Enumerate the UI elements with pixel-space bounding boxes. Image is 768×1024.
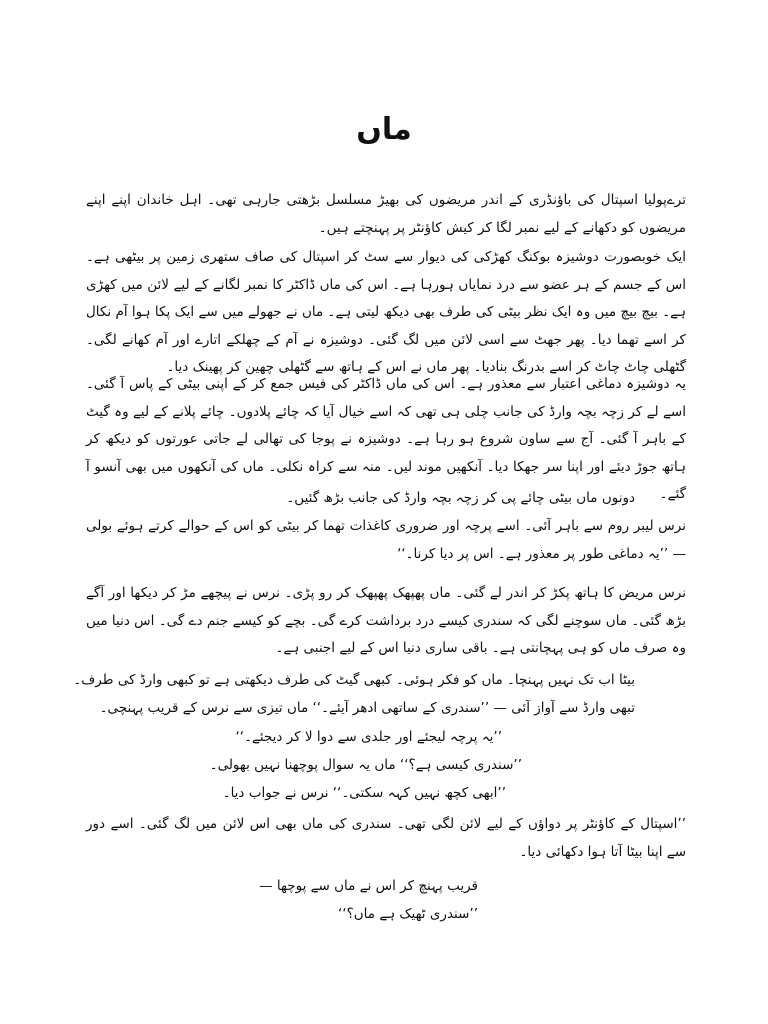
paragraph-12: ’’اسپتال کے کاؤنٹر پر دواؤں کے لیے لائن لگی تھی۔ سندری کی ماں بھی اس لائن میں لگ گئی۔ اسے دور سے اپنا بیٹا آتا ہوا دکھائی دیا۔ — [86, 816, 686, 860]
paragraph-10: ’’سندری کیسی ہے؟‘‘ ماں یہ سوال پوچھنا نہیں بھولی۔ — [209, 757, 522, 773]
paragraph-7: بیٹا اب تک نہیں پہنچا۔ ماں کو فکر ہوئی۔ کبھی گیٹ کی طرف دیکھتی ہے تو کبھی وارڈ کی طرف۔ — [73, 672, 635, 688]
paragraph-8: تبھی وارڈ سے آواز آئی — ’’سندری کے ساتھی ادھر آیئے۔‘‘ ماں تیزی سے نرس کے قریب پہنچی۔ — [99, 700, 635, 716]
paragraph-2: ایک خوبصورت دوشیزہ بوکنگ کھڑکی کی دیوار سے سٹ کر اسپتال کی صاف ستھری زمین پر بیٹھی ہے۔ اس کے جسم کے ہر عضو سے درد نمایاں ہورہا ہے۔ اس کی ماں ڈاکٹر کا نمبر لگانے کے لیے لائن میں کھڑی ہے۔ بیچ بیچ میں وہ ایک نظر بیٹی کی طرف بھی دیکھ لیتی ہے۔ ماں نے جھولے میں سے ایک پکا ہوا آم نکال کر اسے تھما دیا۔ پھر جھٹ سے اسی لائن میں لگ گئی۔ دوشیزہ نے آم کے چھلکے اتارے اور آم کھانے لگی۔ گٹھلی چاٹ چاٹ کر اسے بدرنگ بنادیا۔ پھر ماں نے اس کے ہاتھ سے گٹھلی چھین کر پھینک دیا۔ — [86, 249, 686, 375]
paragraph-3: یہ دوشیزہ دماغی اعتبار سے معذور ہے۔ اس کی ماں ڈاکٹر کی فیس جمع کر کے اپنی بیٹی کے پاس آ گئی۔ اسے لے کر زچہ بچہ وارڈ کی جانب چلی ہی تھی کہ اسے خیال آیا کہ چائے پلادوں۔ چائے پلانے کے لیے وہ گیٹ کے باہر آ گئی۔ آج سے ساون شروع ہو رہا ہے۔ دوشیزہ نے پوجا کی تھالی لے جاتی عورتوں کو دیکھ کر ہاتھ جوڑ دیئے اور اپنا سر جھکا دیا۔ آنکھیں موند لیں۔ منہ سے کراہ نکلی۔ ماں کی آنکھوں میں بھی آنسو آ گئے۔ — [86, 376, 686, 502]
paragraph-14: ’’سندری ٹھیک ہے ماں؟‘‘ — [338, 906, 478, 922]
page-title: ماں — [356, 112, 412, 147]
paragraph-4: دونوں ماں بیٹی چائے پی کر زچہ بچہ وارڈ کی جانب بڑھ گئیں۔ — [286, 490, 635, 506]
paragraph-9: ’’یہ پرچہ لیجئے اور جلدی سے دوا لا کر دیجئے۔‘‘ — [235, 729, 502, 745]
paragraph-6: نرس مریض کا ہاتھ پکڑ کر اندر لے گئی۔ ماں پھپھک پھپھک کر رو پڑی۔ نرس نے پیچھے مڑ کر دیکھا اور آگے بڑھ گئی۔ ماں سوچنے لگی کہ سندری کیسے درد برداشت کرے گی۔ بچے کو کیسے جنم دے گی۔ اس دنیا میں وہ صرف ماں کو ہی پہچانتی ہے۔ باقی ساری دنیا اس کے لیے اجنبی ہے۔ — [86, 585, 686, 656]
paragraph-11: ’’ابھی کچھ نہیں کہہ سکتی۔‘‘ نرس نے جواب دیا۔ — [222, 785, 506, 801]
paragraph-1: ترےپولیا اسپتال کی باؤنڈری کے اندر مریضوں کی بھیڑ مسلسل بڑھتی جارہی تھی۔ اہل خاندان اپنے اپنے مریضوں کو دکھانے کے لیے نمبر لگا کر کیش کاؤنٹر پر پہنچتے ہیں۔ — [86, 192, 686, 236]
paragraph-5: نرس لیبر روم سے باہر آئی۔ اسے پرچہ اور ضروری کاغذات تھما کر بیٹی کو اس کے حوالے کرتے ہوئے بولی — ’’یہ دماغی طور پر معذور ہے۔ اس پر دیا کرنا۔‘‘ — [86, 518, 686, 562]
paragraph-13: قریب پہنچ کر اس نے ماں سے پوچھا — — [259, 878, 478, 894]
